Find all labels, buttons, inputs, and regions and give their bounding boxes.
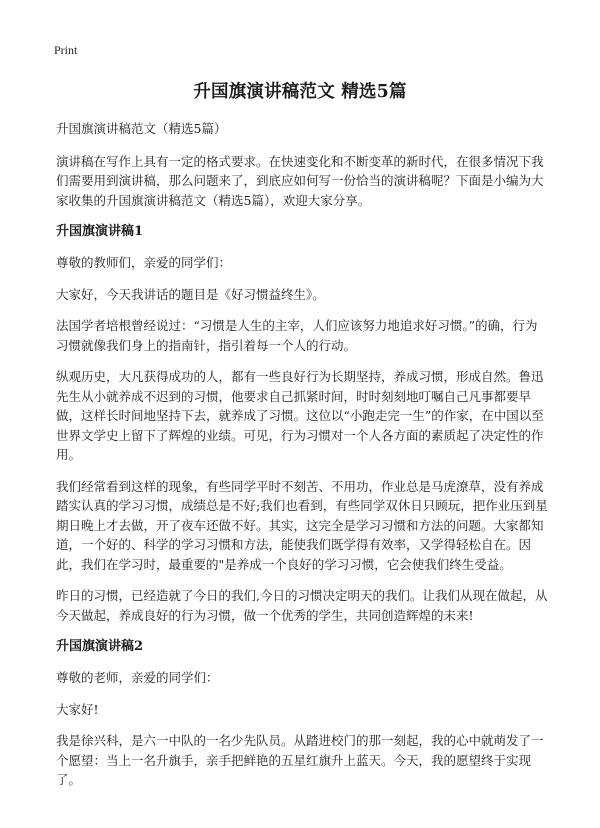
section-1-paragraph: 尊敬的教师们，亲爱的同学们： <box>56 255 232 270</box>
section-1-paragraph: 昨日的习惯，已经造就了今日的我们,今日的习惯决定明天的我们。让我们从现在做起，从今天做起，养成良好的行为习惯，做一个优秀的学生，共同创造辉煌的未来! <box>56 588 548 623</box>
section-2-paragraph: 尊敬的老师，亲爱的同学们： <box>56 670 219 685</box>
intro-paragraph: 演讲稿在写作上具有一定的格式要求。在快速变化和不断变革的新时代，在很多情况下我们需要用到演讲稿，那么问题来了，到底应如何写一份恰当的演讲稿呢？下面是小编为大家收集的升国旗演讲稿范文（精选5篇），欢迎大家分享。 <box>56 153 544 208</box>
section-heading-1: 升国旗演讲稿1 <box>56 224 144 239</box>
section-2-paragraph: 大家好! <box>56 701 99 717</box>
section-1-paragraph: 大家好，今天我讲话的题目是《好习惯益终生》。 <box>56 286 325 302</box>
print-link[interactable]: Print <box>54 43 78 57</box>
document-subtitle: 升国旗演讲稿范文（精选5篇） <box>56 121 227 136</box>
section-1-paragraph: 法国学者培根曾经说过：“习惯是人生的主宰，人们应该努力地追求好习惯。”的确，行为习惯就像我们身上的指南针，指引着每一个人的行动。 <box>56 318 538 353</box>
section-1-paragraph: 纵观历史，大凡获得成功的人，都有一些良好行为长期坚持，养成习惯，形成自然。鲁迅先生从小就养成不迟到的习惯，他要求自己抓紧时间，时时刻刻地叮嘱自己凡事都要早做，这样长时间地坚持下去，就养成了习惯。这位以“小跑走完一生”的作家，在中国以至世界文学史上留下了辉煌的业绩。可见，行为习惯对一个人各方面的素质起了决定性的作用。 <box>56 369 544 462</box>
section-2-paragraph: 我是徐兴科，是六一中队的一名少先队员。从踏进校门的那一刻起，我的心中就萌发了一个愿望：当上一名升旗手，亲手把鲜艳的五星红旗升上蓝天。今天，我的愿望终于实现了。 <box>56 733 544 787</box>
document-body <box>56 119 548 802</box>
page-title: 升国旗演讲稿范文 精选5篇 <box>193 82 407 102</box>
section-heading-2: 升国旗演讲稿2 <box>56 639 144 654</box>
section-1-paragraph: 我们经常看到这样的现象，有些同学平时不刻苦、不用功，作业总是马虎潦草，没有养成踏实认真的学习习惯，成绩总是不好;我们也看到，有些同学双休日只顾玩，把作业压到星期日晚上才去做，开了夜车还做不好。其实，这完全是学习习惯和方法的问题。大家都知道，一个好的、科学的学习习惯和方法，能使我们既学得有效率，又学得轻松自在。因此，我们在学习时，最重要的"是养成一个良好的学习习惯，它会使我们终生受益。 <box>56 478 548 572</box>
